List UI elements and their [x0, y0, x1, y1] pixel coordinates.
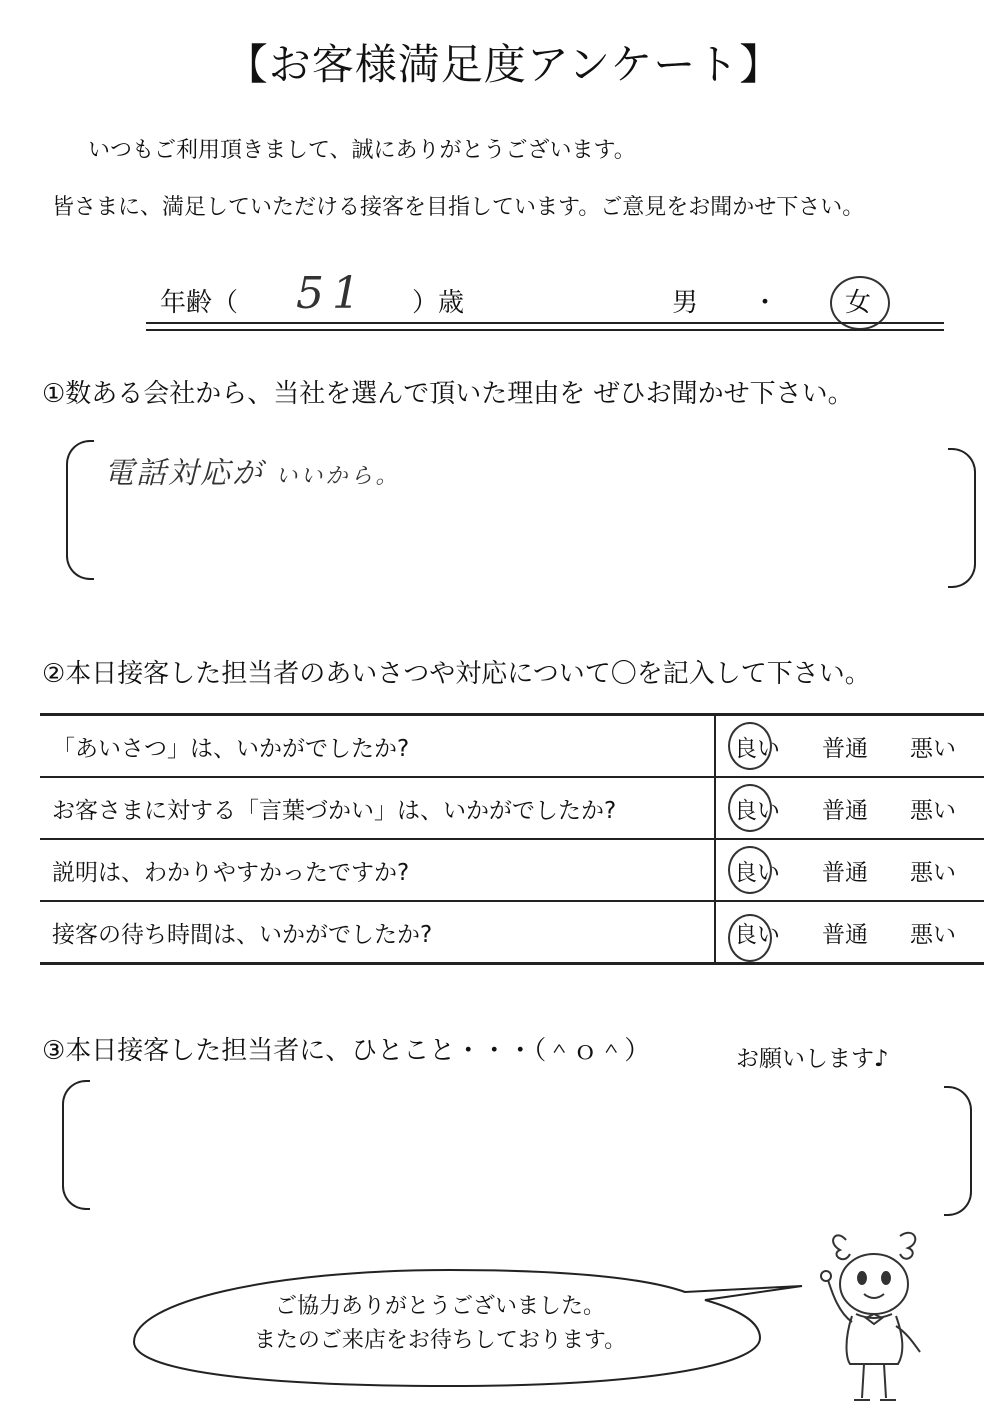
closing-line-1: ご協力ありがとうございました。: [274, 1294, 605, 1319]
question-3: ③本日接客した担当者に、ひとこと・・・（＾ｏ＾）: [42, 1036, 651, 1066]
request-note: お願いします♪: [736, 1046, 889, 1072]
option-good[interactable]: 良い: [734, 792, 780, 825]
option-bad[interactable]: 悪い: [910, 859, 956, 886]
closing-message: [180, 1290, 700, 1358]
gender-female[interactable]: 女: [845, 288, 872, 318]
rating-question: 接客の待ち時間は、いかがでしたか?: [40, 901, 715, 964]
selected-circle: [728, 722, 772, 770]
option-bad[interactable]: 悪い: [910, 921, 956, 948]
option-bad[interactable]: 悪い: [910, 735, 956, 762]
option-normal[interactable]: 普通: [822, 735, 868, 762]
gender-male[interactable]: 男: [672, 288, 699, 318]
age-suffix: ）歳: [412, 288, 465, 318]
option-good[interactable]: 良い: [734, 730, 780, 763]
selected-circle: [728, 914, 772, 962]
answer-3-bracket-left: [62, 1080, 90, 1210]
profile-underline-double: [146, 329, 944, 331]
closing-line-2: またのご来店をお待ちしております。: [253, 1328, 627, 1353]
rating-question: 説明は、わかりやすかったですか?: [40, 839, 715, 901]
table-row: [40, 777, 984, 839]
gender-separator: ・: [752, 288, 779, 318]
profile-underline: [146, 322, 944, 324]
option-normal[interactable]: 普通: [822, 797, 868, 824]
answer-1-bracket-right: [948, 448, 976, 588]
rating-question: 「あいさつ」は、いかがでしたか?: [40, 715, 715, 778]
answer-3-bracket-right: [944, 1086, 972, 1216]
rating-table: [40, 713, 984, 965]
option-bad[interactable]: 悪い: [910, 797, 956, 824]
answer-1-bracket-left: [66, 440, 94, 580]
answer-1-text[interactable]: [104, 448, 401, 492]
selected-circle: [728, 784, 772, 832]
option-good[interactable]: 良い: [734, 854, 780, 887]
age-value[interactable]: 51: [296, 268, 368, 319]
rating-options: [715, 839, 984, 901]
rating-options: [715, 715, 984, 778]
answer-3-field[interactable]: [100, 1090, 940, 1210]
question-1: ①数ある会社から、当社を選んで頂いた理由を ぜひお聞かせ下さい。: [42, 379, 854, 409]
rating-options: [715, 777, 984, 839]
option-good[interactable]: 良い: [734, 916, 780, 949]
answer-1-tail: いいから。: [275, 464, 401, 489]
table-row: [40, 715, 984, 778]
question-2: ②本日接客した担当者のあいさつや対応について〇を記入して下さい。: [42, 659, 871, 689]
answer-1-main: 電話対応が: [104, 456, 264, 491]
intro-line-2: 皆さまに、満足していただける接客を目指しています。ご意見をお聞かせ下さい。: [52, 195, 865, 220]
rating-options: [715, 901, 984, 964]
table-row: [40, 901, 984, 964]
option-normal[interactable]: 普通: [822, 921, 868, 948]
rating-question: お客さまに対する「言葉づかい」は、いかがでしたか?: [40, 777, 715, 839]
intro-line-1: いつもご利用頂きまして、誠にありがとうございます。: [88, 138, 636, 163]
selected-circle: [728, 846, 772, 894]
option-normal[interactable]: 普通: [822, 859, 868, 886]
age-label: 年齢（: [160, 288, 239, 318]
survey-title: 【お客様満足度アンケート】: [225, 40, 783, 89]
mascot-icon: [808, 1222, 958, 1412]
table-row: [40, 839, 984, 901]
